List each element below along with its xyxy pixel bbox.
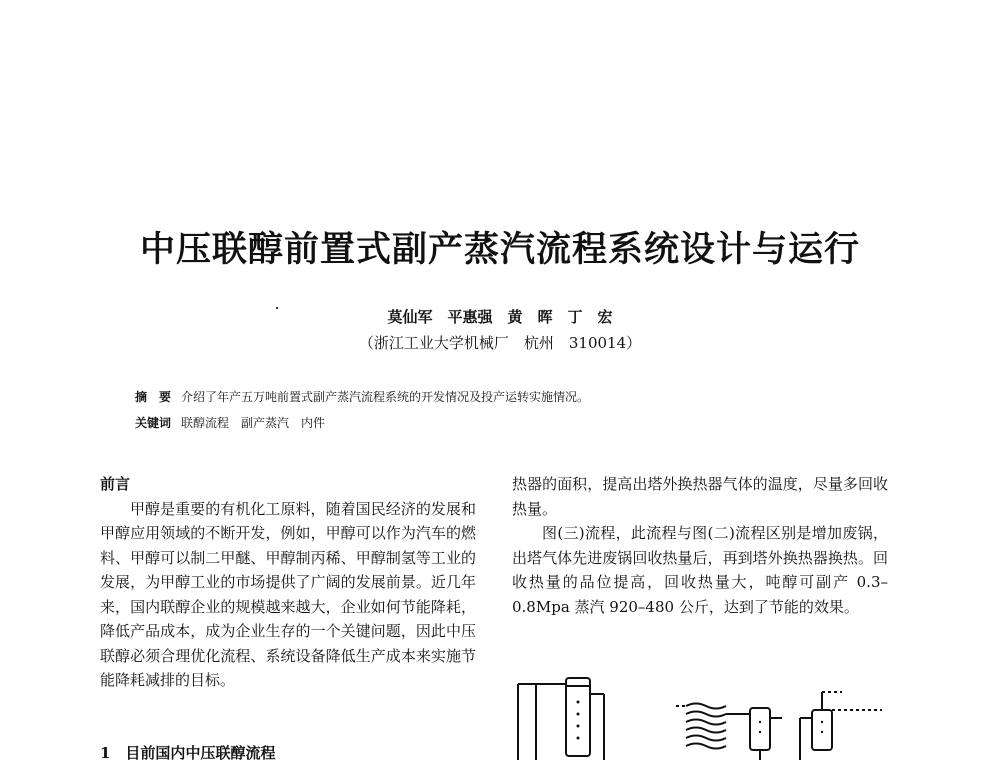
keywords-label: 关键词 — [135, 416, 172, 430]
process-flow-diagram — [512, 672, 892, 760]
right-paragraph-2: 图(三)流程，此流程与图(二)流程区别是增加废锅，出塔气体先进废锅回收热量后，再到塔外换热器换热。回收热量的品位提高，回收热量大，吨醇可副产 0.3–0.8Mpa 蒸汽 920–480 公斤，达到了节能的效果。 — [512, 524, 888, 616]
left-column — [100, 472, 476, 693]
keywords — [135, 414, 325, 431]
right-column — [512, 472, 888, 619]
abstract — [135, 388, 589, 405]
affiliation: （浙江工业大学机械厂 杭州 310014） — [358, 334, 642, 352]
section-heading-preface: 前言 — [100, 475, 131, 493]
section-heading-1-partial: 1 目前国内中压联醇流程 — [100, 744, 276, 762]
author-list: 莫仙军 平惠强 黄 晖 丁 宏 — [387, 308, 613, 326]
right-paragraph-1: 热器的面积，提高出塔外换热器气体的温度，尽量多回收热量。 — [512, 475, 888, 518]
abstract-text: 介绍了年产五万吨前置式副产蒸汽流程系统的开发情况及投产运转实施情况。 — [181, 390, 590, 404]
preface-paragraph: 甲醇是重要的有机化工原料，随着国民经济的发展和甲醇应用领域的不断开发，例如，甲醇可以作为汽车的燃料、甲醇可以制二甲醚、甲醇制丙稀、甲醇制氢等工业的发展，为甲醇工业的市场提供了广阔的发展前景。近几年来，国内联醇企业的规模越来越大，企业如何节能降耗，降低产品成本，成为企业生存的一个关键问题，因此中压联醇必须合理优化流程、系统设备降低生产成本来实施节能降耗减排的目标。 — [100, 499, 476, 689]
keywords-text: 联醇流程 副产蒸汽 内件 — [181, 416, 326, 430]
paper-title: 中压联醇前置式副产蒸汽流程系统设计与运行 — [139, 229, 860, 270]
abstract-label: 摘 要 — [135, 390, 172, 404]
